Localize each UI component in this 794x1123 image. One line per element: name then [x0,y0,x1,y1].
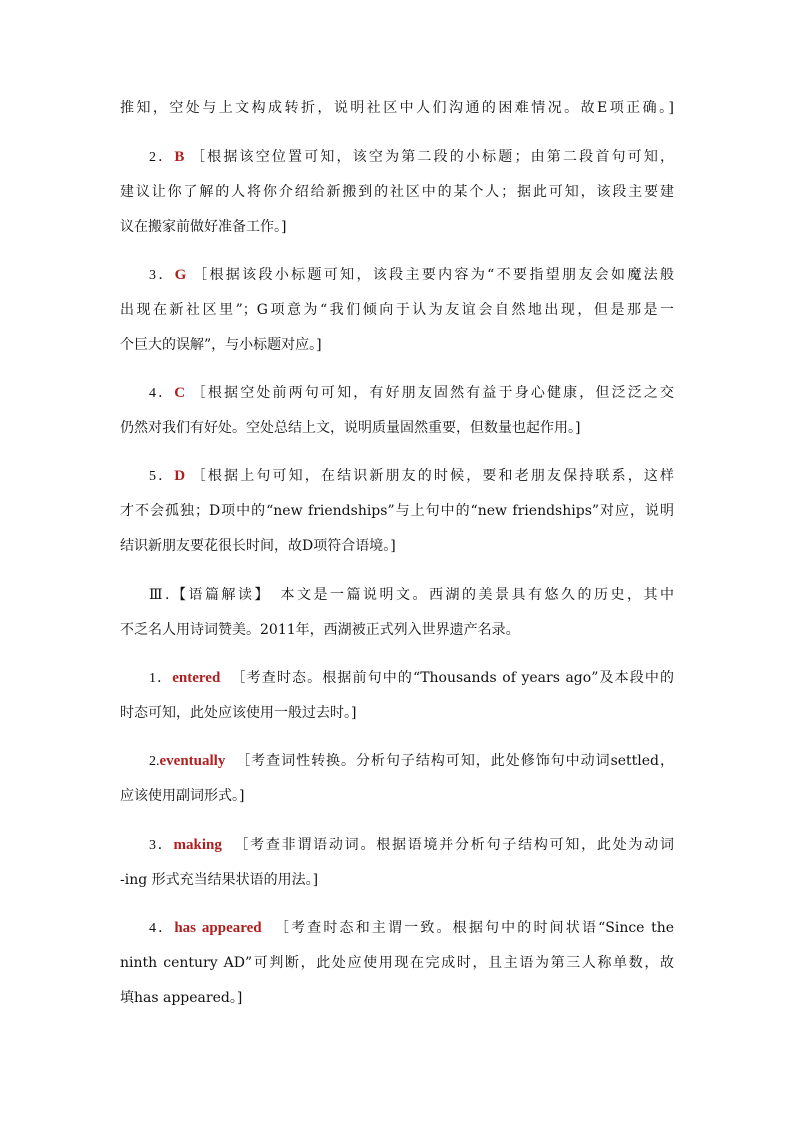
text-line: 填has appeared。] [120,990,243,1006]
text-line: 个巨大的误解”，与小标题对应。] [120,337,322,353]
explanation-text: ［根据该段小标题可知，该段主要内容为“不要指望朋友会如魔法般 [193,267,674,283]
item-number: 4． [149,921,175,936]
text-line: 出现在新社区里”；G项意为“我们倾向于认为友谊会自然地出现，但是那是一 [120,302,674,318]
item-number: 1． [149,671,173,686]
explanation-text: ［根据上句可知，在结识新朋友的时候，要和老朋友保持联系，这样 [191,468,674,484]
explanation-text: ［考查时态和主谓一致。根据句中的时间状语“Since the [274,920,674,936]
text-line [120,264,674,286]
text-line: 结识新朋友要花很长时间，故D项符合语境。] [120,538,396,554]
text-line [120,834,674,856]
answer-word: entered [172,670,221,686]
explanation-text: ［考查词性转换。分析句子结构可知，此处修饰句中动词settled， [236,753,674,769]
item-number: 5． [149,469,175,484]
text-line [120,917,674,939]
item-number: 2. [149,754,160,769]
item-number: 3． [149,268,175,283]
text-line: -ing 形式充当结果状语的用法。] [120,872,319,888]
text-line: 推知，空处与上文构成转折，说明社区中人们沟通的困难情况。故E项正确。] [120,100,674,116]
text-line: 才不会孤独；D项中的“new friendships”与上句中的“new friendships”对应，说明 [120,503,674,519]
text-line [120,465,674,487]
text-line: 不乏名人用诗词赞美。2011年，西湖被正式列入世界遗产名录。 [120,622,520,638]
text-line: 应该使用副词形式。] [120,788,245,804]
text-line [120,750,674,772]
text-line: Ⅲ.【语篇解读】 本文是一篇说明文。西湖的美景具有悠久的历史，其中 [149,587,674,603]
text-line: 议在搬家前做好准备工作。] [120,219,287,235]
text-line [120,382,674,404]
answer-letter: G [174,267,187,283]
text-line: 时态可知，此处应该使用一般过去时。] [120,705,357,721]
answer-word: has appeared [174,920,262,936]
explanation-text: ［根据该空位置可知，该空为第二段的小标题；由第二段首句可知， [191,149,674,165]
answer-letter: B [174,149,185,165]
explanation-text: ［根据空处前两句可知，有好朋友固然有益于身心健康，但泛泛之交 [191,385,674,401]
text-line: 仍然对我们有好处。空处总结上文，说明质量固然重要，但数量也起作用。] [120,420,581,436]
answer-word: making [173,837,222,853]
text-line [120,667,674,689]
text-line: 建议让你了解的人将你介绍给新搬到的社区中的某个人；据此可知，该段主要建 [120,184,674,200]
item-number: 4． [149,386,175,401]
item-number: 3． [149,838,174,853]
answer-letter: D [174,468,186,484]
explanation-text: ［考查时态。根据前句中的“Thousands of years ago”及本段中的 [231,670,674,686]
text-line [120,146,674,168]
text-line: ninth century AD”可判断，此处应使用现在完成时，且主语为第三人称单数，故 [120,955,674,971]
item-number: 2． [149,150,175,165]
answer-word: eventually [159,753,226,769]
answer-letter: C [174,385,186,401]
explanation-text: ［考查非谓语动词。根据语境并分析句子结构可知，此处为动词 [234,837,674,853]
